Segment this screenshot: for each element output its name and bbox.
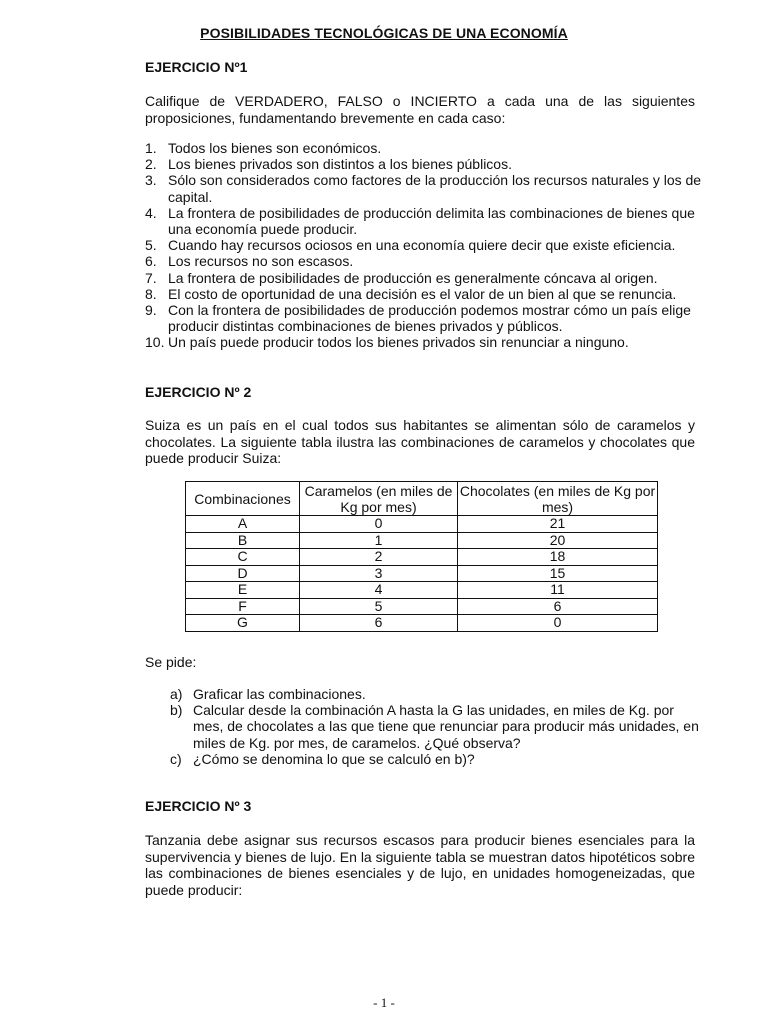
list-item: 4. La frontera de posibilidades de producción delimita las combinaciones de bienes que una economía puede producir. <box>145 204 695 238</box>
table-row <box>186 532 658 549</box>
table-header-row <box>186 482 658 516</box>
table-cell: E <box>186 582 300 599</box>
exercise-3-intro: Tanzania debe asignar sus recursos escasos para producir bienes esenciales para la supervivencia y bienes de lujo. En la siguiente tabla se muestran datos hipotéticos sobre las combinaciones de bienes esenciales y de lujo, en unidades homogeneizadas, que puede producir: <box>145 832 695 898</box>
list-item: a) Graficar las combinaciones. <box>170 686 366 702</box>
table-cell: 4 <box>300 582 458 599</box>
table-cell: 20 <box>458 532 658 549</box>
table-header-cell: Combinaciones <box>186 482 300 516</box>
table-cell: F <box>186 598 300 615</box>
exercise-2-list <box>170 686 700 767</box>
table-cell: 11 <box>458 582 658 599</box>
exercise-2-intro: Suiza es un país en el cual todos sus habitantes se alimentan sólo de caramelos y chocolates. La siguiente tabla ilustra las combinaciones de caramelos y chocolates que puede producir Suiza: <box>145 417 695 466</box>
table-cell: 15 <box>458 565 658 582</box>
exercise-1-intro: Califique de VERDADERO, FALSO o INCIERTO a cada una de las siguientes proposiciones, fundamentando brevemente en cada caso: <box>145 93 695 126</box>
table-cell: G <box>186 615 300 632</box>
list-item: 10. Un país puede producir todos los bienes privados sin renunciar a ninguno. <box>145 334 629 351</box>
page-number: - 1 - <box>373 995 395 1010</box>
table-row <box>186 516 658 533</box>
table-cell: 1 <box>300 532 458 549</box>
list-item: 2. Los bienes privados son distintos a los bienes públicos. <box>145 156 512 173</box>
table-row <box>186 582 658 599</box>
page-title: POSIBILIDADES TECNOLÓGICAS DE UNA ECONOMÍA <box>200 25 568 41</box>
table-cell: 0 <box>300 516 458 533</box>
table-cell: A <box>186 516 300 533</box>
list-item: 7. La frontera de posibilidades de producción es generalmente cóncava al origen. <box>145 269 658 286</box>
exercise-3-heading: EJERCICIO Nº 3 <box>145 798 252 814</box>
table-cell: 2 <box>300 549 458 566</box>
table-row <box>186 549 658 566</box>
list-item: 1. Todos los bienes son económicos. <box>145 140 382 156</box>
exercise-1-heading: EJERCICIO Nº1 <box>145 59 248 75</box>
exercise-2-heading: EJERCICIO Nº 2 <box>145 384 252 400</box>
table-cell: 6 <box>458 598 658 615</box>
table-header-cell: Chocolates (en miles de Kg por mes) <box>458 482 658 516</box>
list-item: 9. Con la frontera de posibilidades de producción podemos mostrar cómo un país elige producir distintas combinaciones de bienes privados y públicos. <box>145 302 691 335</box>
table-header-cell: Caramelos (en miles de Kg por mes) <box>300 482 458 516</box>
list-item: 8. El costo de oportunidad de una decisión es el valor de un bien al que se renuncia. <box>145 285 677 302</box>
list-item: 5. Cuando hay recursos ociosos en una economía quiere decir que existe eficiencia. <box>145 237 676 254</box>
table-cell: C <box>186 549 300 566</box>
se-pide-label: Se pide: <box>145 654 197 670</box>
list-item: b) Calcular desde la combinación A hasta la G las unidades, en miles de Kg. por mes, de chocolates a las que tiene que renunciar para producir más unidades, en miles de Kg. por mes, de caramelos. ¿Qué observa? <box>170 702 699 751</box>
table-cell: 21 <box>458 516 658 533</box>
table-row <box>186 615 658 632</box>
table-cell: 3 <box>300 565 458 582</box>
table-cell: B <box>186 532 300 549</box>
table-cell: 6 <box>300 615 458 632</box>
list-item: 6. Los recursos no son escasos. <box>145 253 354 270</box>
exercise-1-list <box>145 140 705 351</box>
list-item: c) ¿Cómo se denomina lo que se calculó en b)? <box>170 750 475 767</box>
list-item: 3. Sólo son considerados como factores de la producción los recursos naturales y los de capital. <box>145 172 702 205</box>
table-cell: 0 <box>458 615 658 632</box>
table-row <box>186 565 658 582</box>
table-cell: 5 <box>300 598 458 615</box>
table-cell: 18 <box>458 549 658 566</box>
table-row <box>186 598 658 615</box>
production-table <box>185 481 658 632</box>
table-cell: D <box>186 565 300 582</box>
